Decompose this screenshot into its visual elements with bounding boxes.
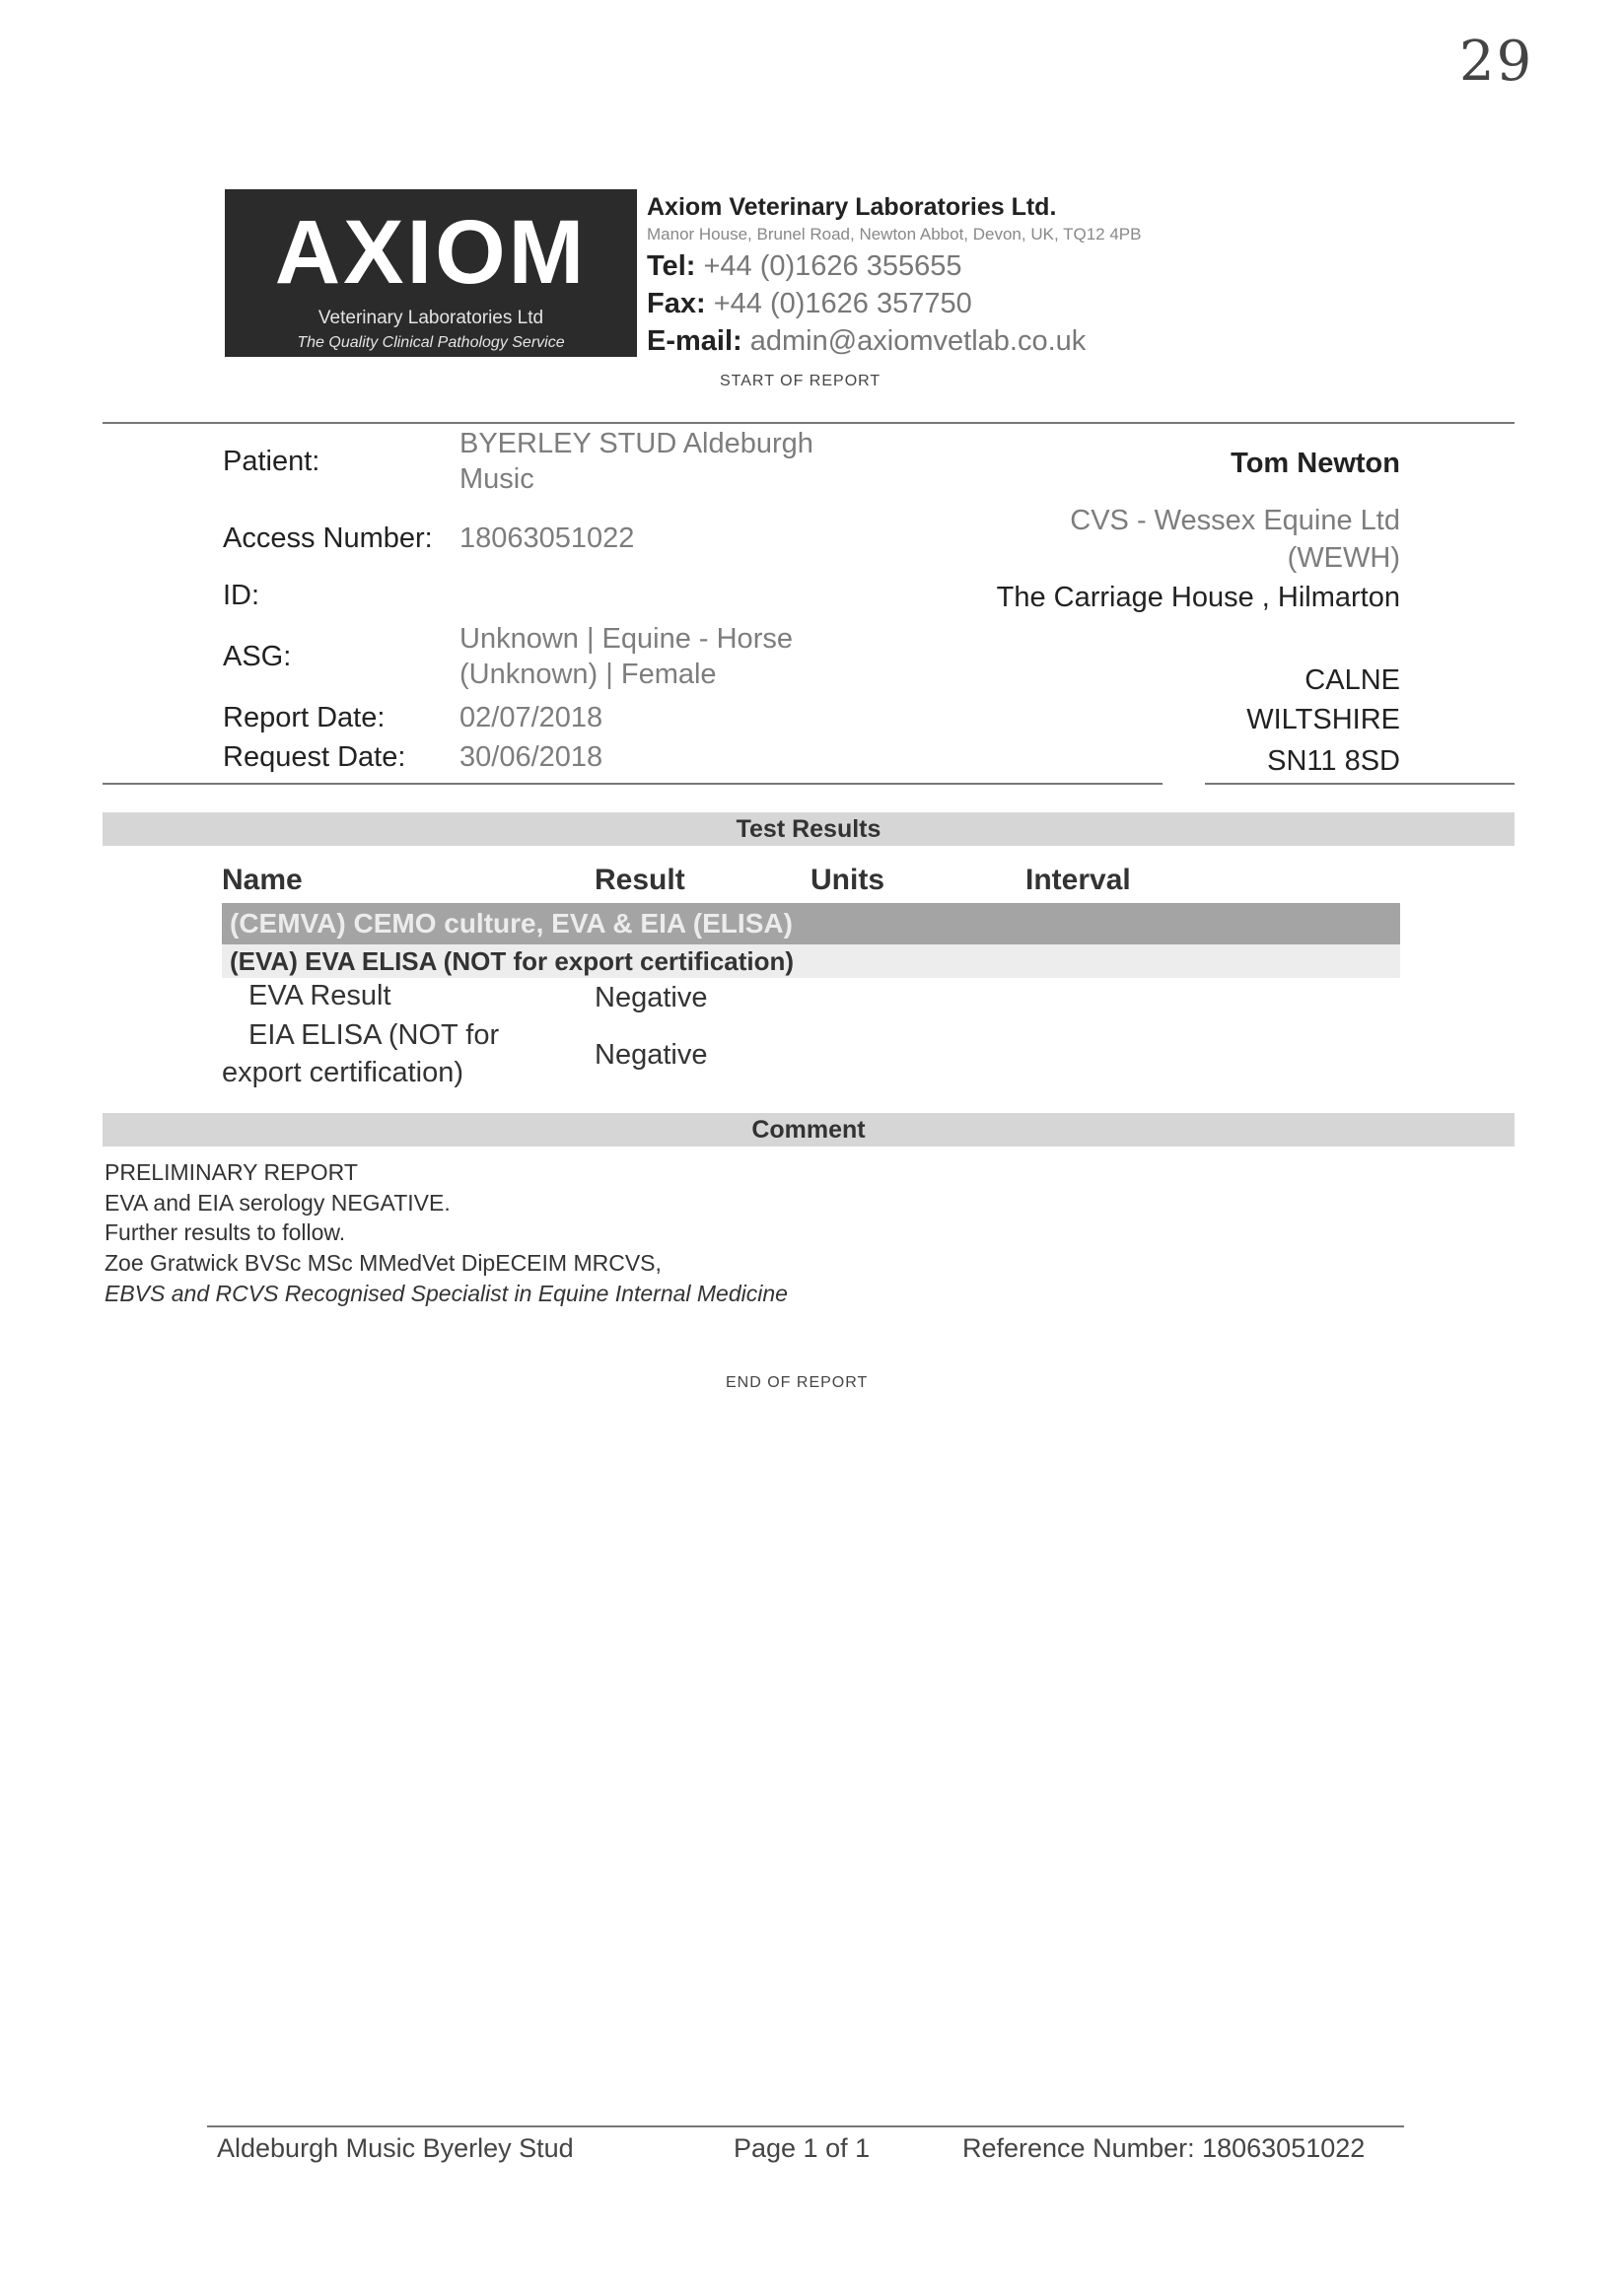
- divider-details-left: [103, 783, 1163, 785]
- practice-name-line2: (WEWH): [1287, 542, 1400, 574]
- vet-name: Tom Newton: [1231, 448, 1400, 479]
- comment-line: EVA and EIA serology NEGATIVE.: [105, 1190, 451, 1216]
- result-row-name: EVA Result: [248, 980, 391, 1011]
- practice-name-line1: CVS - Wessex Equine Ltd: [1070, 505, 1400, 536]
- patient-label: Patient:: [223, 446, 320, 477]
- patient-name-line2: Music: [459, 463, 534, 495]
- access-number-label: Access Number:: [223, 522, 433, 554]
- lab-name: Axiom Veterinary Laboratories Ltd.: [647, 193, 1057, 221]
- practice-postcode: SN11 8SD: [1267, 745, 1400, 777]
- comment-line: Further results to follow.: [105, 1219, 346, 1245]
- asg-line1: Unknown | Equine - Horse: [459, 623, 793, 655]
- report-date-label: Report Date:: [223, 702, 386, 733]
- test-group-title: (CEMVA) CEMO culture, EVA & EIA (ELISA): [230, 908, 793, 939]
- result-row-name: EIA ELISA (NOT for: [248, 1019, 500, 1051]
- report-date-value: 02/07/2018: [459, 702, 603, 733]
- logo-word: AXIOM: [274, 202, 588, 303]
- end-of-report-marker: END OF REPORT: [726, 1374, 869, 1391]
- asg-line2: (Unknown) | Female: [459, 659, 717, 690]
- fax-value: +44 (0)1626 357750: [713, 288, 972, 319]
- column-header-result: Result: [595, 864, 685, 896]
- comment-line: PRELIMINARY REPORT: [105, 1159, 358, 1185]
- comment-bar: [103, 1113, 1515, 1147]
- request-date-value: 30/06/2018: [459, 741, 603, 773]
- lab-fax: [647, 288, 972, 320]
- test-subgroup-header: [222, 944, 1400, 978]
- logo-subtitle: Veterinary Laboratories Ltd: [317, 308, 544, 328]
- divider-top: [103, 422, 1515, 424]
- handwritten-page-number: 29: [1459, 30, 1534, 94]
- practice-county: WILTSHIRE: [1246, 704, 1400, 735]
- lab-address: Manor House, Brunel Road, Newton Abbot, Devon, UK, TQ12 4PB: [647, 225, 1142, 244]
- column-header-interval: Interval: [1025, 864, 1131, 896]
- id-label: ID:: [223, 580, 260, 611]
- tel-label: Tel:: [647, 250, 696, 282]
- test-group-header: [222, 903, 1400, 944]
- footer-patient-name: Aldeburgh Music Byerley Stud: [217, 2133, 574, 2163]
- email-value: admin@axiomvetlab.co.uk: [749, 325, 1087, 357]
- result-row-name-line2: export certification): [222, 1057, 463, 1088]
- lab-email: [647, 325, 1086, 358]
- footer-reference-number: Reference Number: 18063051022: [962, 2133, 1366, 2163]
- request-date-label: Request Date:: [223, 741, 406, 773]
- column-header-units: Units: [810, 864, 884, 896]
- tel-value: +44 (0)1626 355655: [703, 250, 962, 282]
- column-header-name: Name: [222, 864, 303, 896]
- patient-name-line1: BYERLEY STUD Aldeburgh: [459, 428, 813, 459]
- logo-tagline: The Quality Clinical Pathology Service: [297, 334, 565, 351]
- fax-label: Fax:: [647, 288, 706, 319]
- footer-page-number: Page 1 of 1: [734, 2133, 871, 2163]
- email-label: E-mail:: [647, 325, 742, 357]
- comment-title: Comment: [751, 1116, 866, 1144]
- lab-telephone: [647, 250, 962, 283]
- practice-town: CALNE: [1304, 664, 1400, 696]
- comment-line: Zoe Gratwick BVSc MSc MMedVet DipECEIM MRCVS,: [105, 1250, 662, 1276]
- footer-divider: [207, 2125, 1404, 2127]
- axiom-logo: [225, 189, 637, 357]
- divider-details-right: [1205, 783, 1515, 785]
- test-results-title: Test Results: [736, 815, 881, 843]
- result-row-value: Negative: [595, 982, 708, 1013]
- start-of-report-marker: START OF REPORT: [720, 373, 881, 389]
- asg-label: ASG:: [223, 641, 292, 672]
- result-row-value: Negative: [595, 1039, 708, 1071]
- practice-address: The Carriage House , Hilmarton: [996, 582, 1400, 613]
- test-results-bar: [103, 812, 1515, 846]
- access-number-value: 18063051022: [459, 522, 635, 554]
- test-subgroup-title: (EVA) EVA ELISA (NOT for export certification): [230, 946, 795, 976]
- comment-signature-title: EBVS and RCVS Recognised Specialist in Equine Internal Medicine: [105, 1281, 788, 1306]
